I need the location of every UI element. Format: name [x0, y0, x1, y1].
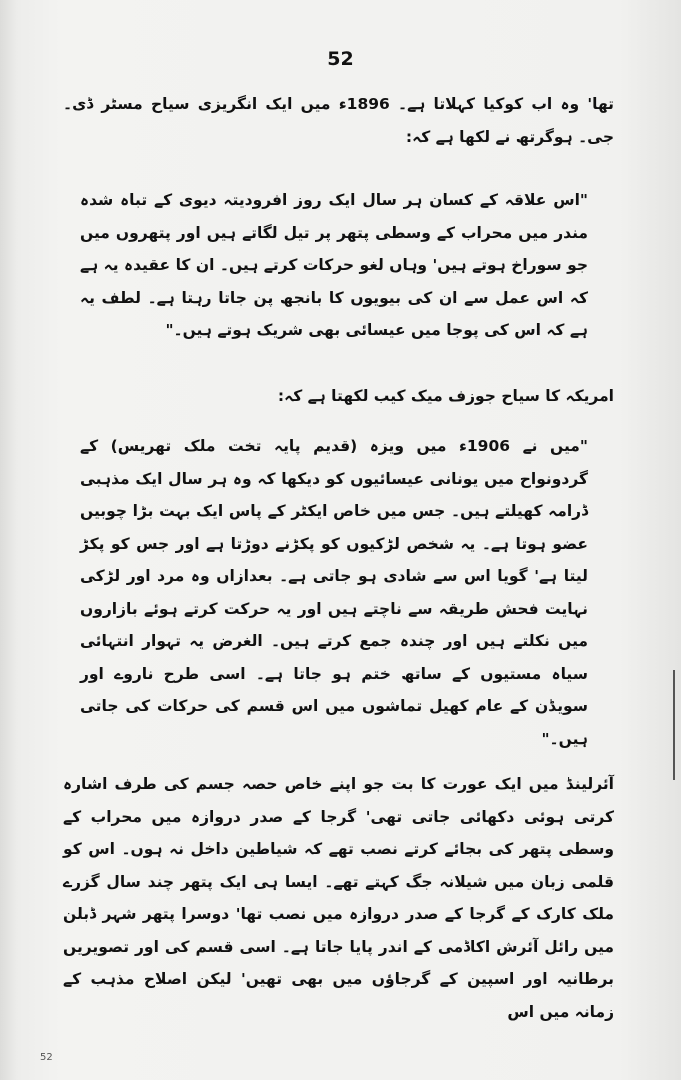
page-number: 52 — [327, 48, 354, 70]
scan-edge-mark — [673, 670, 675, 780]
paragraph-ireland: آئرلینڈ میں ایک عورت کا بت جو اپنے خاص حصہ جسم کی طرف اشارہ کرتی ہوئی دکھائی جاتی تھی' گرجا کے صدر دروازہ میں محراب کے وسطی پتھر کی بجائے کرتے نصب تھے کہ شیاطین داخل نہ ہوں۔ اس کو قلمی زبان میں شیلانہ جگ کہتے تھے۔ ایسا ہی ایک پتھر چند سال گزرے ملک کارک کے گرجا کے صدر دروازہ میں نصب تھا' دوسرا پتھر شہر ڈبلن میں رائل آئرش اکاڈمی کے اندر پایا جاتا ہے۔ اسی قسم کی اور تصویریں برطانیہ اور اسپین کے گرجاؤں میں بھی تھیں' لیکن اصلاح مذہب کے زمانہ میں اس — [63, 775, 614, 1021]
quote-mccabe: "میں نے 1906ء میں ویزہ (قدیم پایہ تخت ملک تھریس) کے گردونواح میں یونانی عیسائیوں کو دیکھا کہ وہ ہر سال ایک مذہبی ڈرامہ کھیلتے ہیں۔ جس میں خاص ایکٹر کے پاس ایک بہت بڑا چوبیں عضو ہوتا ہے۔ یہ شخص لڑکیوں کو پکڑنے دوڑتا ہے اور جس کو پکڑ لیتا ہے' گویا اس سے شادی ہو جاتی ہے۔ بعدازاں وہ مرد اور لڑکی نہایت فحش طریقہ سے ناچتے ہیں اور یہ حرکت کرتے ہوئے بازاروں میں نکلتے ہیں اور چندہ جمع کرتے ہیں۔ الغرض یہ تہوار انتہائی سیاہ مستیوں کے ساتھ ختم ہو جاتا ہے۔ اسی طرح ناروے اور سویڈن کے عام کھیل تماشوں میں اس قسم کی حرکات کی جاتی ہیں۔" — [80, 437, 588, 748]
scan-page-marker: 52 — [40, 1052, 53, 1063]
quote-hogarth: "اس علاقہ کے کسان ہر سال ایک روز افرودیتہ دیوی کے تباہ شدہ مندر میں محراب کے وسطی پتھر پر تیل لگاتے ہیں اور پتھروں میں جو سوراخ ہوتے ہیں' وہاں لغو حرکات کرتے ہیں۔ ان کا عقیدہ یہ ہے کہ اس عمل سے ان کی بیویوں کا بانجھ پن جاتا رہتا ہے۔ لطف یہ ہے کہ اس کی پوجا میں عیسائی بھی شریک ہوتے ہیں۔" — [80, 191, 588, 339]
paragraph-intro-mccabe: امریکہ کا سیاح جوزف میک کیب لکھتا ہے کہ: — [277, 387, 614, 405]
paragraph-intro-hogarth: تھا' وہ اب کوکیا کہلاتا ہے۔ 1896ء میں ایک انگریزی سیاح مسٹر ڈی۔ جی۔ ہوگرتھ نے لکھا ہے کہ: — [63, 95, 614, 146]
